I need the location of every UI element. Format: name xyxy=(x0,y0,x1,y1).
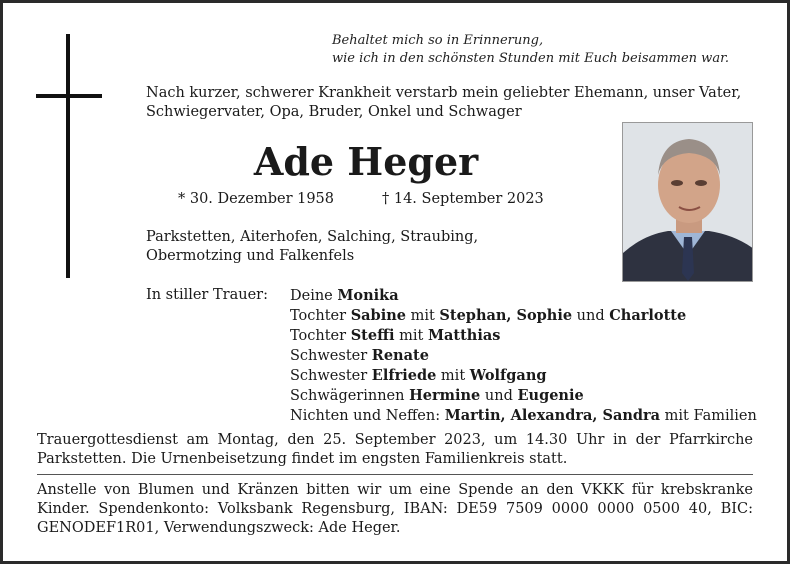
mourner-line: Deine Monika xyxy=(290,287,399,304)
mourner-line: Nichten und Neffen: Martin, Alexandra, Sandra mit Familien xyxy=(290,407,757,424)
donation-text: Anstelle von Blumen und Kränzen bitten wir um eine Spende an den VKKK für krebskranke Kinder. Spendenkonto: Volksbank Regensburg, IBAN: DE59 7509 0000 0000 0500 40, BIC: GENODEF1R01, Verwendungszweck: Ade Heger. xyxy=(37,482,753,536)
mourner-line: Schwester Elfriede mit Wolfgang xyxy=(290,367,547,384)
mourner-name: Renate xyxy=(371,347,429,364)
divider xyxy=(37,474,753,475)
mourner-name: Steffi xyxy=(350,327,395,344)
mourner-name: Matthias xyxy=(427,327,501,344)
mourners-label: In stiller Trauer: xyxy=(146,287,268,303)
places-text xyxy=(146,228,586,266)
mourner-name: Sabine xyxy=(350,307,406,324)
mourner-name: Stephan, Sophie xyxy=(439,307,573,324)
mourner-name: Charlotte xyxy=(609,307,687,324)
motto-line-2: wie ich in den schönsten Stunden mit Euch beisammen war. xyxy=(332,51,729,66)
places-line-2: Obermotzing und Falkenfels xyxy=(146,248,355,264)
mourner-line: Schwester Renate xyxy=(290,347,429,364)
mourner-name: Martin, Alexandra, Sandra xyxy=(444,407,661,424)
mourner-name: Wolfgang xyxy=(469,367,547,384)
motto-line-1: Behaltet mich so in Erinnerung, xyxy=(332,33,544,48)
mourner-line: Tochter Sabine mit Stephan, Sophie und Charlotte xyxy=(290,307,687,324)
birth-date: * 30. Dezember 1958 xyxy=(178,191,335,207)
mourner-line: Tochter Steffi mit Matthias xyxy=(290,327,501,344)
portrait-photo xyxy=(622,122,753,282)
mourner-name: Hermine xyxy=(409,387,481,404)
intro-text: Nach kurzer, schwerer Krankheit verstarb mein geliebter Ehemann, unser Vater, Schwiegervater, Opa, Bruder, Onkel und Schwager xyxy=(146,85,742,120)
mourner-name: Monika xyxy=(337,287,399,304)
mourners-list xyxy=(290,286,760,426)
mourner-line: Schwägerinnen Hermine und Eugenie xyxy=(290,387,584,404)
places-line-1: Parkstetten, Aiterhofen, Salching, Straubing, xyxy=(146,229,479,245)
mourner-name: Eugenie xyxy=(517,387,584,404)
service-text: Trauergottesdienst am Montag, den 25. September 2023, um 14.30 Uhr in der Pfarrkirche Parkstetten. Die Urnenbeisetzung findet im engsten Familienkreis statt. xyxy=(37,432,753,467)
deceased-name: Ade Heger xyxy=(253,139,479,184)
mourner-name: Elfriede xyxy=(371,367,437,384)
death-date: † 14. September 2023 xyxy=(382,191,544,207)
motto-quote xyxy=(332,32,762,68)
